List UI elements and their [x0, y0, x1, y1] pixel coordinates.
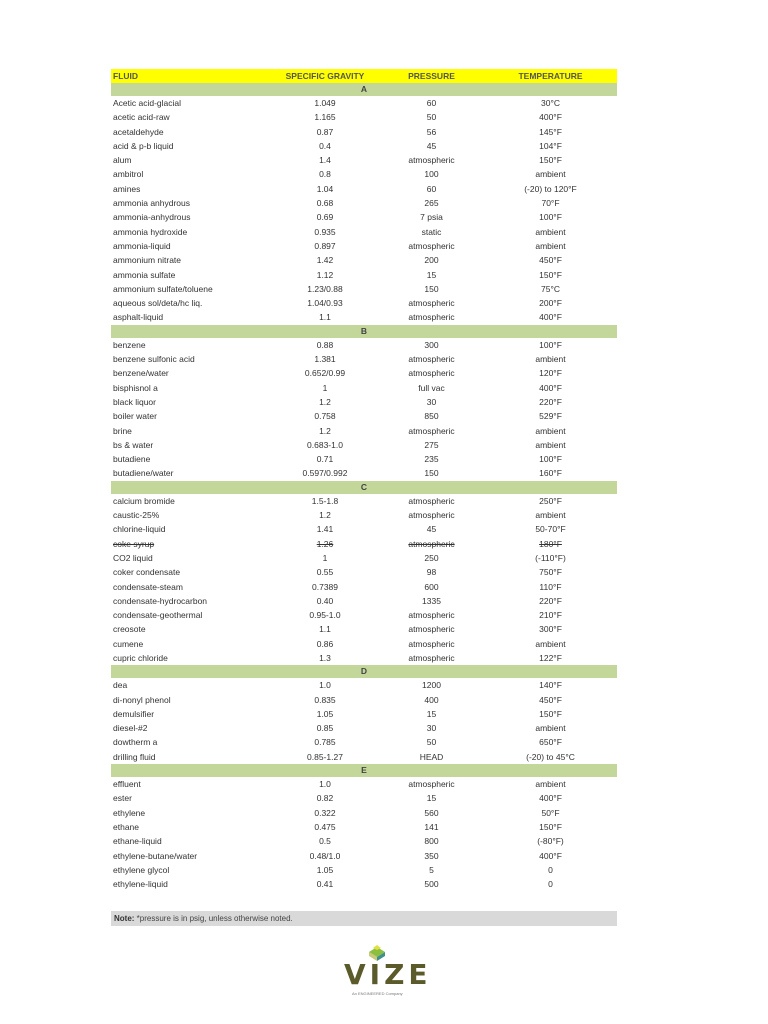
pressure-cell: atmospheric	[408, 312, 455, 323]
table-row	[111, 338, 617, 352]
specific-gravity-cell: 1.12	[316, 269, 334, 280]
pressure-cell: 200	[424, 255, 439, 266]
pressure-cell: 7 psia	[420, 212, 443, 223]
fluid-cell: cupric chloride	[113, 652, 168, 663]
table-row	[111, 849, 617, 863]
pressure-cell: 100	[424, 169, 439, 180]
table-row	[111, 424, 617, 438]
temperature-cell: ambient	[535, 169, 566, 180]
specific-gravity-cell: 1.3	[319, 652, 331, 663]
pressure-cell: 500	[424, 879, 439, 890]
fluid-cell: caustic-25%	[113, 510, 160, 521]
temperature-cell: 200°F	[539, 298, 562, 309]
fluid-cell: amines	[113, 183, 141, 194]
specific-gravity-cell: 1.5-1.8	[311, 495, 339, 506]
specific-gravity-cell: 0.8	[319, 169, 331, 180]
fluid-cell: condensate-geothermal	[113, 610, 203, 621]
specific-gravity-cell: 0.4	[319, 140, 331, 151]
fluid-cell: acetaldehyde	[113, 126, 164, 137]
pressure-cell: 1335	[422, 595, 441, 606]
pressure-cell: 56	[426, 126, 437, 137]
fluid-cell: aqueous sol/deta/hc liq.	[113, 298, 203, 309]
fluid-cell: condensate-steam	[113, 581, 183, 592]
pressure-cell: 15	[426, 269, 437, 280]
temperature-cell: 210°F	[539, 610, 562, 621]
pressure-cell: 60	[426, 98, 437, 108]
pressure-cell: 30	[426, 396, 437, 407]
pressure-cell: atmospheric	[408, 495, 455, 506]
pressure-cell: atmospheric	[408, 638, 455, 649]
pressure-cell: 98	[426, 567, 437, 578]
fluid-cell: coker condensate	[113, 567, 181, 578]
temperature-cell: 110°F	[539, 581, 562, 592]
temperature-cell: 150°F	[539, 708, 562, 719]
temperature-cell: 220°F	[539, 396, 562, 407]
temperature-cell: 50-70°F	[535, 524, 566, 535]
footnote	[111, 911, 617, 926]
specific-gravity-cell: 1.0	[319, 779, 331, 790]
fluid-cell: black liquor	[113, 396, 156, 407]
table-row	[111, 310, 617, 324]
table-row	[111, 522, 617, 536]
pressure-cell: static	[421, 226, 442, 237]
pressure-cell: 141	[424, 821, 439, 832]
specific-gravity-cell: 0.85-1.27	[307, 751, 343, 762]
fluid-cell: ammonia hydroxide	[113, 226, 188, 237]
table-row	[111, 167, 617, 181]
fluid-properties-table	[111, 69, 617, 891]
pressure-cell: 60	[426, 183, 437, 194]
table-row	[111, 637, 617, 651]
pressure-cell: 250	[424, 552, 439, 563]
temperature-cell: 30°C	[541, 98, 560, 108]
table-row	[111, 352, 617, 366]
specific-gravity-cell: 1.04	[316, 183, 334, 194]
table-row	[111, 110, 617, 124]
temperature-cell: 150°F	[539, 821, 562, 832]
specific-gravity-cell: 1.41	[316, 524, 334, 535]
temperature-cell: 120°F	[539, 368, 562, 379]
pressure-cell: 15	[426, 793, 437, 804]
specific-gravity-cell: 0.85	[316, 723, 334, 734]
temperature-cell: 0	[548, 864, 553, 875]
table-row	[111, 125, 617, 139]
temperature-cell: 400°F	[539, 382, 562, 393]
pressure-cell: 350	[424, 850, 439, 861]
temperature-cell: 400°F	[539, 793, 562, 804]
section-letter: D	[111, 665, 617, 678]
table-row	[111, 820, 617, 834]
table-row	[111, 296, 617, 310]
specific-gravity-cell: 1.049	[314, 98, 336, 108]
fluid-cell: effluent	[113, 779, 141, 790]
table-row	[111, 96, 617, 110]
vize-logo	[340, 944, 430, 1000]
specific-gravity-cell: 0.86	[316, 638, 334, 649]
table-row	[111, 594, 617, 608]
table-row	[111, 452, 617, 466]
pressure-cell: atmospheric	[408, 368, 455, 379]
temperature-cell: (-20) to 45°C	[526, 751, 575, 762]
pressure-cell: 275	[424, 439, 439, 450]
specific-gravity-cell: 0.322	[314, 807, 336, 818]
pressure-cell: HEAD	[419, 751, 444, 762]
specific-gravity-cell: 0.88	[316, 339, 334, 350]
table-row	[111, 651, 617, 665]
temperature-cell: ambient	[535, 439, 566, 450]
specific-gravity-cell: 1	[322, 382, 328, 393]
pressure-cell: 150	[424, 283, 439, 294]
table-row	[111, 721, 617, 735]
specific-gravity-cell: 1.381	[314, 354, 336, 365]
section-letter: C	[111, 481, 617, 494]
pressure-cell: 265	[424, 198, 439, 209]
header-temperature: TEMPERATURE	[484, 69, 617, 83]
fluid-cell: ethane-liquid	[113, 836, 162, 847]
table-row	[111, 877, 617, 891]
specific-gravity-cell: 1.1	[319, 312, 331, 323]
pressure-cell: 850	[424, 411, 439, 422]
temperature-cell: ambient	[535, 638, 566, 649]
fluid-cell: ammonium nitrate	[113, 255, 182, 266]
specific-gravity-cell: 1.42	[316, 255, 334, 266]
pressure-cell: atmospheric	[408, 652, 455, 663]
fluid-cell: creosote	[113, 624, 146, 635]
specific-gravity-cell: 0.683-1.0	[307, 439, 343, 450]
pressure-cell: atmospheric	[408, 298, 455, 309]
pressure-cell: 560	[424, 807, 439, 818]
fluid-cell: acetic acid-raw	[113, 112, 170, 123]
table-row	[111, 707, 617, 721]
pressure-cell: 800	[424, 836, 439, 847]
specific-gravity-cell: 0.758	[314, 411, 336, 422]
fluid-cell: ammonia anhydrous	[113, 198, 191, 209]
pressure-cell: atmospheric	[408, 510, 455, 521]
header-pressure: PRESSURE	[379, 69, 484, 83]
pressure-cell: 15	[426, 708, 437, 719]
temperature-cell: ambient	[535, 354, 566, 365]
specific-gravity-cell: 0.48/1.0	[309, 850, 341, 861]
fluid-cell: coke syrup	[113, 538, 155, 549]
table-row	[111, 750, 617, 764]
temperature-cell: 150°F	[539, 155, 562, 166]
table-row	[111, 608, 617, 622]
temperature-cell: 75°C	[541, 283, 560, 294]
specific-gravity-cell: 1.05	[316, 864, 334, 875]
pressure-cell: 1200	[422, 680, 441, 691]
fluid-cell: ethylene-butane/water	[113, 850, 198, 861]
temperature-cell: 122°F	[539, 652, 562, 663]
temperature-cell: 100°F	[539, 339, 562, 350]
table-row	[111, 537, 617, 551]
fluid-cell: brine	[113, 425, 132, 436]
specific-gravity-cell: 0.41	[316, 879, 334, 890]
table-row	[111, 196, 617, 210]
table-row	[111, 863, 617, 877]
pressure-cell: 600	[424, 581, 439, 592]
pressure-cell: 45	[426, 140, 437, 151]
fluid-cell: di-nonyl phenol	[113, 694, 171, 705]
fluid-cell: ambitrol	[113, 169, 144, 180]
temperature-cell: 100°F	[539, 212, 562, 223]
table-row	[111, 622, 617, 636]
table-row	[111, 253, 617, 267]
table-header-row	[111, 69, 617, 83]
temperature-cell: 104°F	[539, 140, 562, 151]
table-row	[111, 551, 617, 565]
specific-gravity-cell: 0.68	[316, 198, 334, 209]
fluid-cell: ammonia-anhydrous	[113, 212, 191, 223]
pressure-cell: 400	[424, 694, 439, 705]
specific-gravity-cell: 1.1	[319, 624, 331, 635]
section-row-c	[111, 481, 617, 494]
temperature-cell: ambient	[535, 510, 566, 521]
specific-gravity-cell: 0.82	[316, 793, 334, 804]
temperature-cell: 400°F	[539, 112, 562, 123]
temperature-cell: ambient	[535, 226, 566, 237]
temperature-cell: 400°F	[539, 312, 562, 323]
table-row	[111, 791, 617, 805]
fluid-cell: ammonia sulfate	[113, 269, 176, 280]
specific-gravity-cell: 1.23/0.88	[307, 283, 343, 294]
temperature-cell: ambient	[535, 779, 566, 790]
fluid-cell: dea	[113, 680, 128, 691]
fluid-cell: drilling fluid	[113, 751, 156, 762]
temperature-cell: 160°F	[539, 468, 562, 479]
fluid-cell: dowtherm a	[113, 737, 158, 748]
temperature-cell: 529°F	[539, 411, 562, 422]
temperature-cell: 180°F	[539, 538, 562, 549]
fluid-cell: benzene sulfonic acid	[113, 354, 195, 365]
fluid-cell: ester	[113, 793, 132, 804]
table-row	[111, 834, 617, 848]
fluid-cell: bs & water	[113, 439, 154, 450]
temperature-cell: 400°F	[539, 850, 562, 861]
specific-gravity-cell: 0.71	[316, 454, 334, 465]
pressure-cell: full vac	[418, 382, 445, 393]
table-row	[111, 153, 617, 167]
temperature-cell: (-20) to 120°F	[524, 183, 577, 194]
table-row	[111, 438, 617, 452]
temperature-cell: 100°F	[539, 454, 562, 465]
specific-gravity-cell: 1.0	[319, 680, 331, 691]
temperature-cell: 220°F	[539, 595, 562, 606]
fluid-cell: calcium bromide	[113, 495, 175, 506]
pressure-cell: 30	[426, 723, 437, 734]
table-row	[111, 182, 617, 196]
temperature-cell: (-110°F)	[535, 552, 566, 563]
pressure-cell: atmospheric	[408, 425, 455, 436]
temperature-cell: 750°F	[539, 567, 562, 578]
pressure-cell: atmospheric	[408, 624, 455, 635]
section-row-b	[111, 325, 617, 338]
table-row	[111, 678, 617, 692]
section-row-d	[111, 665, 617, 678]
pressure-cell: atmospheric	[408, 354, 455, 365]
fluid-cell: ammonia-liquid	[113, 240, 171, 251]
pressure-cell: atmospheric	[408, 240, 455, 251]
temperature-cell: ambient	[535, 723, 566, 734]
specific-gravity-cell: 0.475	[314, 821, 336, 832]
table-row	[111, 735, 617, 749]
table-row	[111, 693, 617, 707]
table-row	[111, 282, 617, 296]
fluid-cell: alum	[113, 155, 132, 166]
pressure-cell: atmospheric	[408, 538, 455, 549]
fluid-cell: acid & p-b liquid	[113, 140, 174, 151]
temperature-cell: 50°F	[541, 807, 560, 818]
specific-gravity-cell: 0.69	[316, 212, 334, 223]
fluid-cell: ethylene glycol	[113, 864, 170, 875]
fluid-table-container	[111, 69, 617, 891]
specific-gravity-cell: 1.04/0.93	[307, 298, 343, 309]
section-letter: E	[111, 764, 617, 777]
fluid-cell: condensate-hydrocarbon	[113, 595, 208, 606]
note-label: Note:	[114, 914, 135, 923]
fluid-cell: ethylene	[113, 807, 146, 818]
temperature-cell: 650°F	[539, 737, 562, 748]
pressure-cell: 235	[424, 454, 439, 465]
temperature-cell: (-80°F)	[537, 836, 564, 847]
specific-gravity-cell: 0.40	[316, 595, 334, 606]
pressure-cell: atmospheric	[408, 155, 455, 166]
fluid-cell: asphalt-liquid	[113, 312, 164, 323]
fluid-cell: benzene/water	[113, 368, 169, 379]
section-letter: B	[111, 325, 617, 338]
temperature-cell: 450°F	[539, 694, 562, 705]
specific-gravity-cell: 0.55	[316, 567, 334, 578]
pressure-cell: 300	[424, 339, 439, 350]
temperature-cell: 250°F	[539, 495, 562, 506]
header-fluid: FLUID	[111, 69, 271, 83]
table-row	[111, 466, 617, 480]
temperature-cell: 145°F	[539, 126, 562, 137]
temperature-cell: 70°F	[541, 198, 560, 209]
fluid-cell: butadiene	[113, 454, 151, 465]
fluid-cell: benzene	[113, 339, 146, 350]
temperature-cell: 0	[548, 879, 553, 890]
specific-gravity-cell: 0.652/0.99	[304, 368, 346, 379]
header-specific-gravity: SPECIFIC GRAVITY	[271, 69, 379, 83]
table-row	[111, 239, 617, 253]
fluid-cell: ethane	[113, 821, 139, 832]
table-row	[111, 366, 617, 380]
fluid-cell: bisphisnol a	[113, 382, 158, 393]
pressure-cell: 50	[426, 737, 437, 748]
specific-gravity-cell: 1.165	[314, 112, 336, 123]
table-row	[111, 777, 617, 791]
fluid-cell: demulsifier	[113, 708, 155, 719]
temperature-cell: ambient	[535, 425, 566, 436]
temperature-cell: ambient	[535, 240, 566, 251]
pressure-cell: atmospheric	[408, 610, 455, 621]
pressure-cell: 45	[426, 524, 437, 535]
specific-gravity-cell: 1.2	[319, 425, 331, 436]
specific-gravity-cell: 0.897	[314, 240, 336, 251]
table-row	[111, 565, 617, 579]
pressure-cell: atmospheric	[408, 779, 455, 790]
logo-wordmark: VIZE	[344, 958, 432, 991]
specific-gravity-cell: 0.935	[314, 226, 336, 237]
fluid-cell: ammonium sulfate/toluene	[113, 283, 213, 294]
table-body	[111, 83, 617, 891]
pressure-cell: 150	[424, 468, 439, 479]
specific-gravity-cell: 1.2	[319, 396, 331, 407]
specific-gravity-cell: 1.26	[316, 538, 334, 549]
table-row	[111, 395, 617, 409]
specific-gravity-cell: 0.7389	[312, 581, 338, 592]
fluid-cell: ethylene-liquid	[113, 879, 168, 890]
table-row	[111, 139, 617, 153]
specific-gravity-cell: 1.4	[319, 155, 331, 166]
specific-gravity-cell: 0.95-1.0	[309, 610, 341, 621]
table-row	[111, 268, 617, 282]
table-row	[111, 494, 617, 508]
table-row	[111, 508, 617, 522]
fluid-cell: CO2 liquid	[113, 552, 153, 563]
note-text: *pressure is in psig, unless otherwise noted.	[134, 914, 293, 923]
logo-tagline: An ENGINEERED Company	[352, 991, 403, 996]
fluid-cell: cumene	[113, 638, 144, 649]
specific-gravity-cell: 0.835	[314, 694, 336, 705]
fluid-cell: chlorine-liquid	[113, 524, 166, 535]
temperature-cell: 150°F	[539, 269, 562, 280]
fluid-cell: boiler water	[113, 411, 157, 422]
fluid-cell: butadiene/water	[113, 468, 174, 479]
section-row-a	[111, 83, 617, 96]
table-row	[111, 409, 617, 423]
temperature-cell: 450°F	[539, 255, 562, 266]
specific-gravity-cell: 1	[322, 552, 328, 563]
fluid-cell: diesel-#2	[113, 723, 148, 734]
fluid-cell: Acetic acid-glacial	[113, 98, 182, 108]
specific-gravity-cell: 0.597/0.992	[302, 468, 348, 479]
table-row	[111, 381, 617, 395]
temperature-cell: 300°F	[539, 624, 562, 635]
specific-gravity-cell: 0.785	[314, 737, 336, 748]
temperature-cell: 140°F	[539, 680, 562, 691]
pressure-cell: 5	[429, 864, 434, 875]
pressure-cell: 50	[426, 112, 437, 123]
table-row	[111, 210, 617, 224]
section-row-e	[111, 764, 617, 777]
table-row	[111, 806, 617, 820]
section-letter: A	[111, 83, 617, 96]
table-row	[111, 580, 617, 594]
specific-gravity-cell: 0.87	[316, 126, 334, 137]
table-row	[111, 225, 617, 239]
specific-gravity-cell: 0.5	[319, 836, 331, 847]
specific-gravity-cell: 1.05	[316, 708, 334, 719]
specific-gravity-cell: 1.2	[319, 510, 331, 521]
